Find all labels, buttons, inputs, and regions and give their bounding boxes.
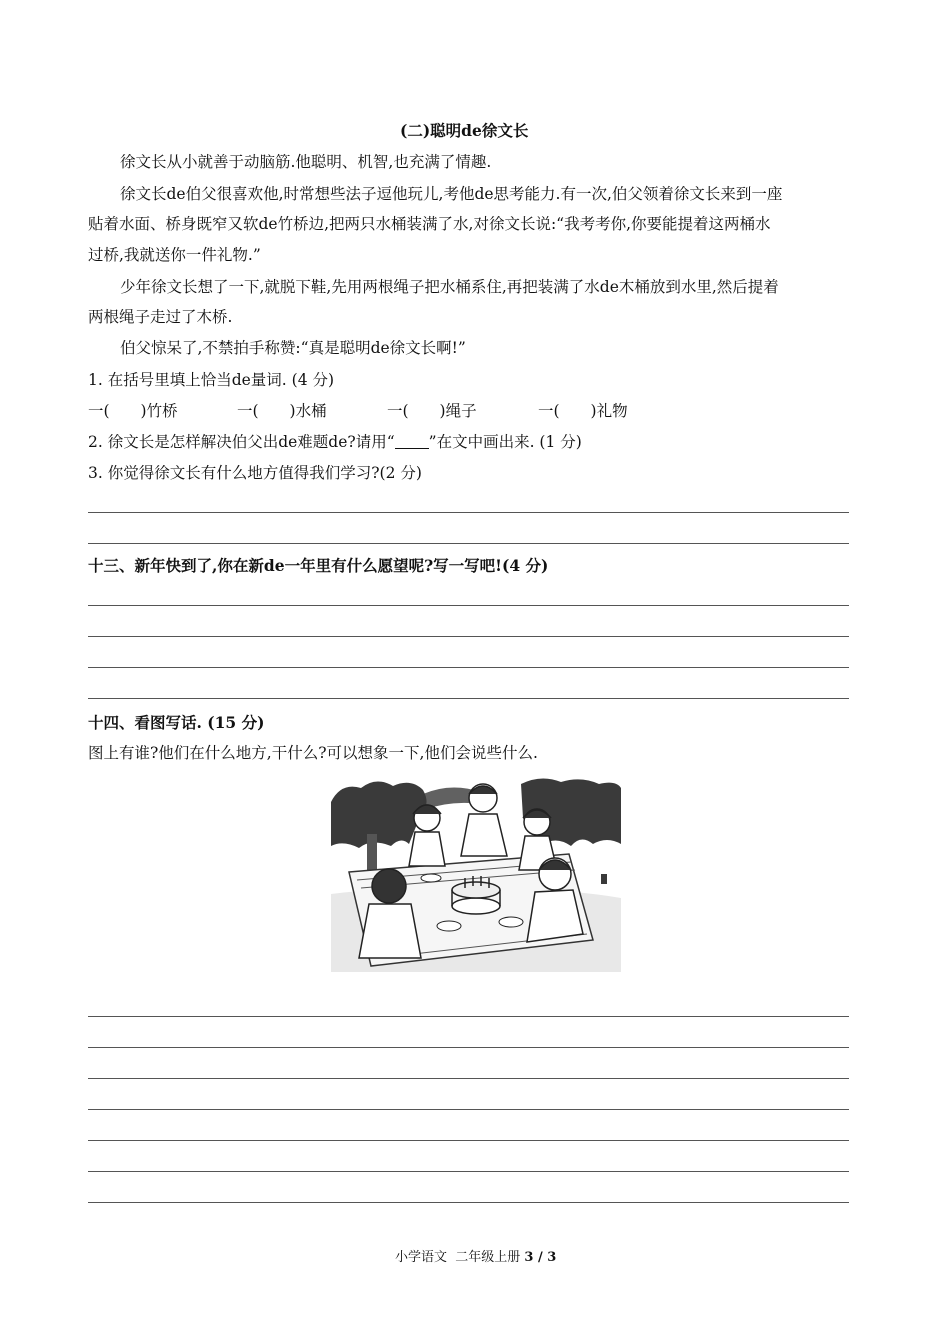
passage-paragraph-3-line-2: 两根绳子走过了木桥.: [88, 308, 233, 326]
passage-paragraph-2-line-1: 徐文长de伯父很喜欢他,时常想些法子逗他玩儿,考他de思考能力.有一次,伯父领着徐文长来到一座: [120, 185, 783, 203]
answer-line-q3-2[interactable]: [88, 543, 849, 544]
underline-mark: [395, 434, 429, 449]
page-footer: [395, 1246, 556, 1265]
measure-word-blank-4[interactable]: 一( )礼物: [538, 402, 628, 420]
passage-paragraph-3-line-1: 少年徐文长想了一下,就脱下鞋,先用两根绳子把水桶系住,再把装满了水de木桶放到水里,然后提着: [120, 278, 779, 296]
passage-paragraph-1: 徐文长从小就善于动脑筋.他聪明、机智,也充满了情趣.: [120, 153, 492, 171]
section-14-title: 十四、看图写话. (15 分): [88, 713, 265, 732]
writing-line-1[interactable]: [88, 1016, 849, 1017]
footer-subject: 小学语文 二年级上册: [395, 1250, 521, 1265]
question-2-text-before: 2. 徐文长是怎样解决伯父出de难题de?请用“: [88, 433, 395, 451]
measure-word-blank-2[interactable]: 一( )水桶: [237, 402, 327, 420]
answer-line-s13-1[interactable]: [88, 605, 849, 606]
writing-line-6[interactable]: [88, 1171, 849, 1172]
answer-line-q3-1[interactable]: [88, 512, 849, 513]
passage-paragraph-2-line-2: 贴着水面、桥身既窄又软de竹桥边,把两只水桶装满了水,对徐文长说:“我考考你,你要能提着这两桶水: [88, 215, 771, 233]
answer-line-s13-2[interactable]: [88, 636, 849, 637]
measure-word-blank-3[interactable]: 一( )绳子: [387, 402, 477, 420]
plate: [499, 917, 523, 927]
question-2: [88, 432, 582, 452]
plate: [437, 921, 461, 931]
question-2-text-after: ”在文中画出来. (1 分): [428, 433, 582, 451]
answer-line-s13-4[interactable]: [88, 698, 849, 699]
writing-line-2[interactable]: [88, 1047, 849, 1048]
section-14-prompt: 图上有谁?他们在什么地方,干什么?可以想象一下,他们会说些什么.: [88, 744, 538, 762]
passage-paragraph-4: 伯父惊呆了,不禁拍手称赞:“真是聪明de徐文长啊!”: [120, 339, 466, 357]
writing-line-3[interactable]: [88, 1078, 849, 1079]
writing-line-7[interactable]: [88, 1202, 849, 1203]
writing-line-5[interactable]: [88, 1140, 849, 1141]
plate: [421, 874, 441, 882]
picnic-illustration: [331, 774, 621, 972]
measure-word-blank-1[interactable]: 一( )竹桥: [88, 402, 178, 420]
footer-page-number: 3 / 3: [524, 1250, 557, 1265]
passage-title: (二)聪明de徐文长: [400, 121, 529, 140]
question-1: 1. 在括号里填上恰当de量词. (4 分): [88, 371, 335, 389]
writing-line-4[interactable]: [88, 1109, 849, 1110]
passage-paragraph-2-line-3: 过桥,我就送你一件礼物.”: [88, 246, 261, 264]
answer-line-s13-3[interactable]: [88, 667, 849, 668]
tree-trunk: [367, 834, 377, 874]
section-13-title: 十三、新年快到了,你在新de一年里有什么愿望呢?写一写吧!(4 分): [88, 556, 549, 575]
question-3: 3. 你觉得徐文长有什么地方值得我们学习?(2 分): [88, 464, 422, 482]
